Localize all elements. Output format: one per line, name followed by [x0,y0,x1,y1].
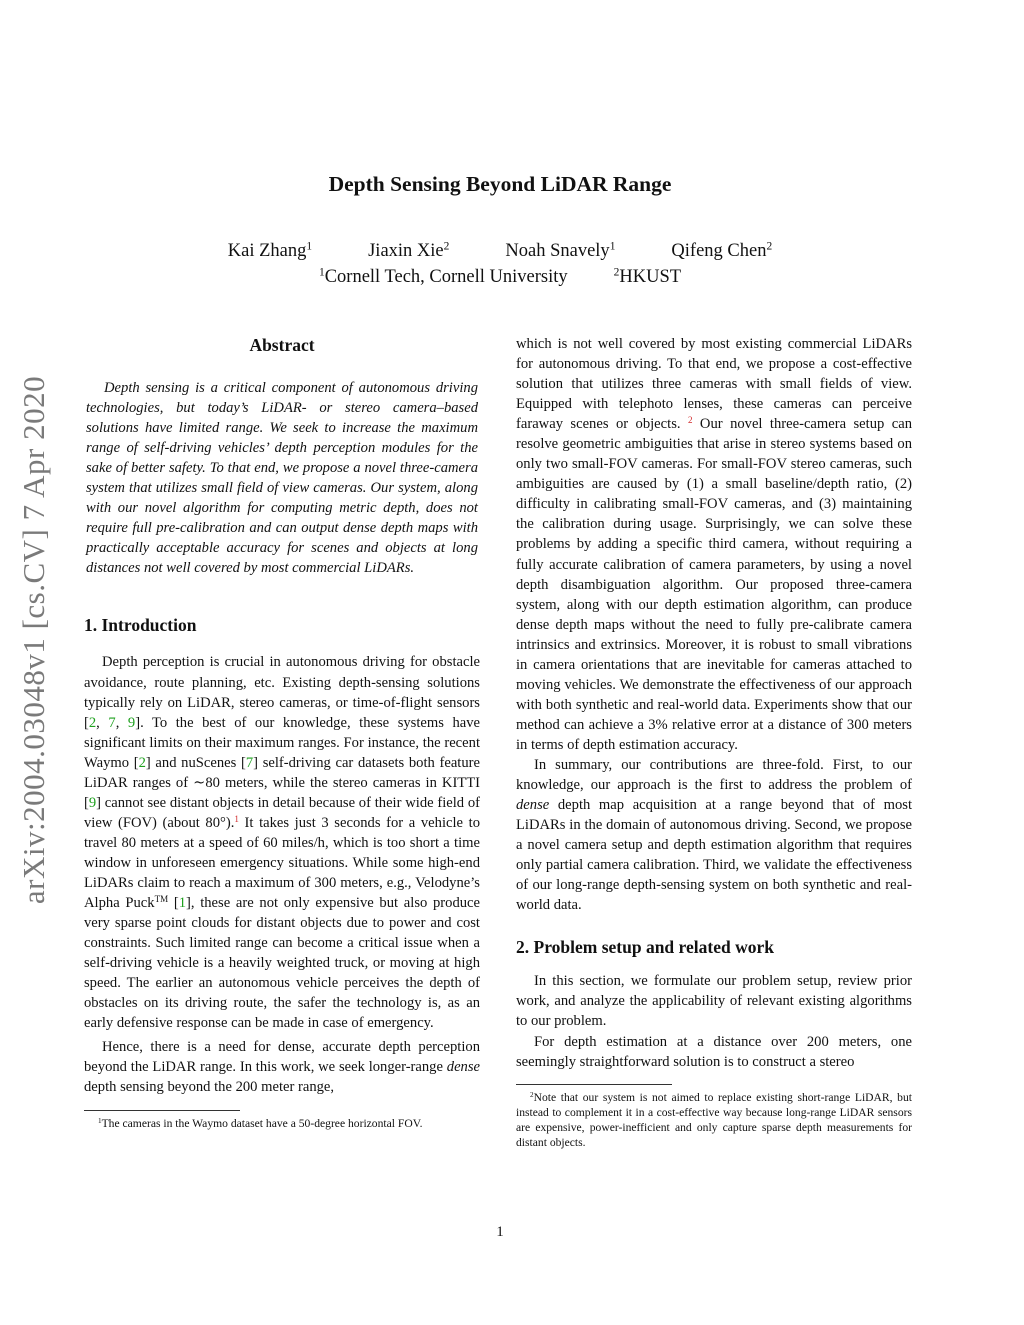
citation-link[interactable]: 2 [138,754,146,771]
text-run: Our novel three-camera setup can resolve geometric ambiguities that arise in stereo systems based on only two small-FOV cameras. For small-FOV stereo cameras, such ambiguities are caused by (1) a small baseline/depth ratio, (2) difficulty in calibrating small-FOV cameras, and (3) maintaining the calibration during usage. Surprisingly, we can solve these problems by adding a specific third camera, without requiring a fully accurate calibration of camera parameters, by using a novel depth disambiguation algorithm. Our proposed three-camera system, along with our depth estimation algorithm, can produce dense depth maps without the need to fully pre-calibrate camera intrinsics and extrinsics. Moreover, it is robust to small vibrations in camera orientations that are inevitable for cameras attached to moving vehicles. We demonstrate the effectiveness of our approach with both synthetic and real-world data. Experiments show that our method can achieve a 3% relative error at a distance of 300 meters in terms of depth estimation accuracy. [516,416,912,753]
footnote-ref[interactable]: 1 [234,813,239,824]
arxiv-identifier: arXiv:2004.03048v1 [cs.CV] 7 Apr 2020 [16,375,51,905]
abstract-text: Depth sensing is a critical component of autonomous driving technologies, but today’s LiDAR- or stereo camera–based solutions have limited range. We seek to increase the maximum range of self-driving vehicles’ depth perception modules for the sake of better safety. To that end, we propose a novel three-camera system that utilizes small field of view cameras. Our system, along with our novel algorithm for computing metric depth, does not require full pre-calibration and can output dense depth maps with practically acceptable accuracy for scenes and objects at long distances not well covered by most commercial LiDARs. [86,380,478,577]
intro-paragraph-1 [84,652,480,1033]
author [671,238,772,264]
text-run: which is not well covered by most existing commercial LiDARs for autonomous driving. To that end, we propose a cost-effective solution that utilizes three cameras with small fields of view. Equipped with telephoto lenses, these cameras can perceive faraway scenes or objects. [516,336,912,433]
text-run: depth sensing beyond the 200 meter range, [84,1079,335,1096]
right-paragraph-2 [516,755,912,915]
footnote-ref[interactable]: 2 [687,415,693,426]
text-run: It takes just 3 seconds for a vehicle to travel 80 meters at a speed of 60 miles/h, which is too short a time window in unforeseen emergency situations. While some high-end LiDARs claim to reach a maximum of 300 meters, e.g., Velodyne’s Alpha Puck [84,814,480,912]
citation-link[interactable]: 7 [108,714,116,731]
emphasis: dense [516,797,550,814]
author [505,238,615,264]
text-run: [ [168,895,179,912]
citation-link[interactable]: 9 [127,714,136,731]
right-column [516,334,912,1150]
affiliation-mark: 2 [766,240,773,253]
author-name: Jiaxin Xie [368,241,444,261]
text-run: ] and nuScenes [ [145,754,246,771]
affiliation-mark: 1 [306,240,313,253]
introduction-heading: 1. Introduction [84,615,197,636]
text-run: depth map acquisition at a range beyond that of most LiDARs in the domain of autonomous driving. Second, we propose a novel camera setup and depth estimation algorithm that requires only partial camera calibration. Third, we validate the effectiveness of our long-range depth-sensing system on both synthetic and real-world data. [516,797,912,914]
author-list [0,238,1000,264]
affiliation-mark: 1 [318,266,325,279]
page-number: 1 [496,1224,504,1240]
emphasis: dense [446,1059,480,1076]
text-run: ] cannot see distant objects in detail because of their wide field of view (FOV) (about 80°). [84,794,480,831]
author-block [0,238,1000,290]
intro-paragraph-2 [84,1037,480,1097]
footnote-text: Note that our system is not aimed to replace existing short-range LiDAR, but instead to complement it in a cost-effective way because long-range LiDAR sensors are expensive, power-inefficient and only capture sparse depth measurements for distant objects. [516,1090,912,1149]
author [368,238,449,264]
text-run: , [115,714,128,731]
citation-link[interactable]: 1 [178,895,186,912]
author-name: Qifeng Chen [671,241,767,261]
text-run: ], these are not only expensive but also produce very sparse point clouds for distant objects due to power and cost constraints. Such limited range can become a critical issue when a self-driving vehicle is a heavily weighted truck, or moving at high speed. The earlier an autonomous vehicle perceives the depth of obstacles on its driving route, the safer the technology is, as an early defensive response can be made in case of emergency. [84,895,480,1032]
left-column [84,334,480,1131]
citation-link[interactable]: 2 [88,714,97,731]
section-2-heading: 2. Problem setup and related work [516,937,774,958]
footnote-text: The cameras in the Waymo dataset have a 50-degree horizontal FOV. [101,1116,423,1130]
citation-link[interactable]: 9 [88,794,97,811]
footnote-divider [84,1110,240,1111]
abstract-heading: Abstract [249,335,315,355]
paper-title: Depth Sensing Beyond LiDAR Range [328,172,672,196]
section-2-paragraph-2: For depth estimation at a distance over 200 meters, one seemingly straightforward solution is to construct a stereo [516,1033,912,1070]
footnote-mark: 1 [98,1116,102,1125]
affiliation-mark: 1 [609,240,616,253]
text-run: ]. To the best of our knowledge, these systems have significant limits on their maximum ranges. For instance, the recent Waymo [ [84,714,481,771]
citation-link[interactable]: 7 [245,754,254,771]
affiliation-mark: 2 [443,240,450,253]
author-name: Noah Snavely [505,241,610,261]
arxiv-stamp [14,0,54,1325]
affiliation [614,264,681,290]
text-run: , [96,714,109,731]
footnote-1 [84,1116,480,1131]
trademark: TM [154,894,169,905]
text-run: Depth perception is crucial in autonomous driving for obstacle avoidance, route planning, etc. Existing depth-sensing solutions typically rely on LiDAR, stereo cameras, or time-of-flight sensors [ [84,654,480,731]
right-paragraph-1 [516,334,912,755]
section-2-paragraph-1: In this section, we formulate our problem setup, review prior work, and analyze the applicability of relevant existing algorithms to our problem. [516,973,912,1030]
affiliation [319,264,568,290]
affiliation-name: HKUST [619,267,682,287]
footnote-mark: 2 [530,1090,534,1099]
author-name: Kai Zhang [227,241,307,261]
affiliation-mark: 2 [613,266,620,279]
footnote-divider [516,1084,672,1085]
author [228,238,312,264]
footnote-2 [516,1090,912,1150]
affiliation-name: Cornell Tech, Cornell University [324,267,568,287]
affiliation-list [0,264,1000,290]
text-run: Hence, there is a need for dense, accurate depth perception beyond the LiDAR range. In this work, we seek longer-range [84,1039,480,1076]
text-run: In summary, our contributions are three-fold. First, to our knowledge, our approach is the first to address the problem of [516,756,912,794]
text-run: ] self-driving car datasets both feature LiDAR ranges of ∼80 meters, while the stereo cameras in KITTI [ [84,754,480,811]
